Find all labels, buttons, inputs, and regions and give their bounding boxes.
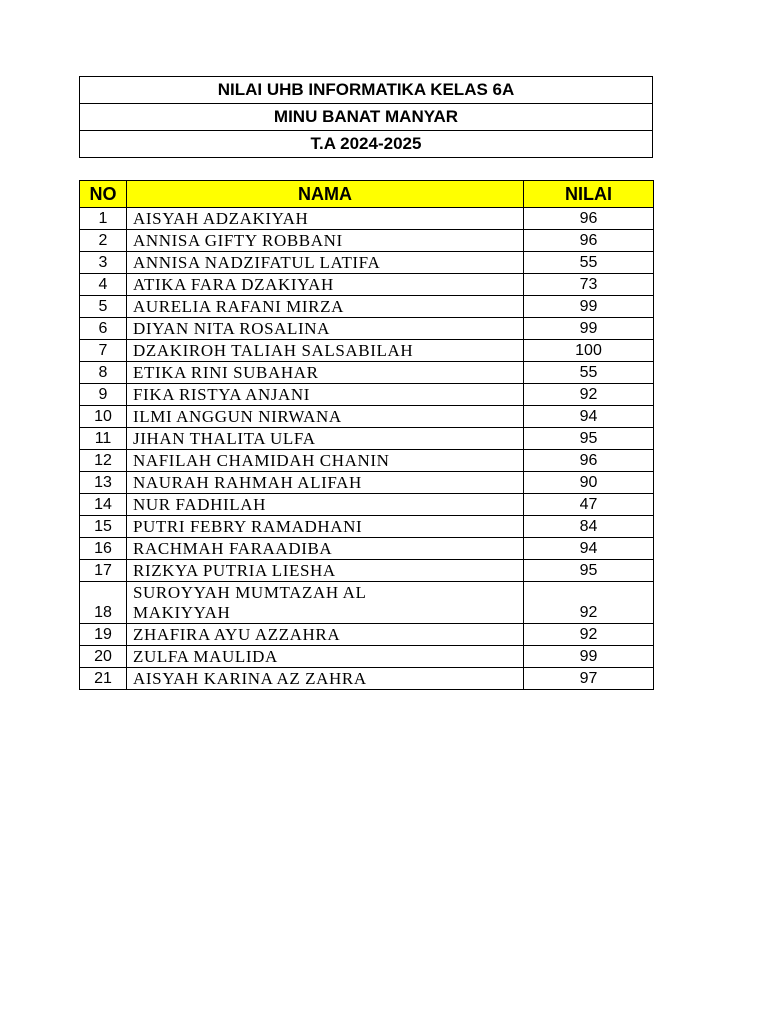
cell-no: 6: [80, 318, 127, 340]
table-row: [80, 252, 654, 274]
cell-nama: AISYAH KARINA AZ ZAHRA: [127, 668, 524, 690]
title-line-1: NILAI UHB INFORMATIKA KELAS 6A: [80, 77, 653, 104]
cell-nama: ILMI ANGGUN NIRWANA: [127, 406, 524, 428]
table-row: [80, 362, 654, 384]
cell-nama: JIHAN THALITA ULFA: [127, 428, 524, 450]
column-header-nilai: NILAI: [524, 181, 654, 208]
table-header-row: [80, 181, 654, 208]
cell-nilai: 84: [524, 516, 654, 538]
table-row: [80, 646, 654, 668]
cell-nama: DIYAN NITA ROSALINA: [127, 318, 524, 340]
cell-no: 13: [80, 472, 127, 494]
table-row: [80, 208, 654, 230]
cell-nama: ZHAFIRA AYU AZZAHRA: [127, 624, 524, 646]
table-row: [80, 582, 654, 624]
table-row: [80, 384, 654, 406]
cell-nilai: 55: [524, 252, 654, 274]
cell-nama: ATIKA FARA DZAKIYAH: [127, 274, 524, 296]
cell-nilai: 55: [524, 362, 654, 384]
cell-no: 2: [80, 230, 127, 252]
cell-nilai: 90: [524, 472, 654, 494]
column-header-no: NO: [80, 181, 127, 208]
grades-table: [79, 180, 654, 690]
cell-nama: NAFILAH CHAMIDAH CHANIN: [127, 450, 524, 472]
cell-nama: AURELIA RAFANI MIRZA: [127, 296, 524, 318]
table-row: [80, 538, 654, 560]
table-row: [80, 624, 654, 646]
cell-no: 1: [80, 208, 127, 230]
cell-nilai: 94: [524, 538, 654, 560]
cell-nilai: 99: [524, 646, 654, 668]
cell-nilai: 92: [524, 582, 654, 624]
cell-no: 9: [80, 384, 127, 406]
cell-no: 3: [80, 252, 127, 274]
cell-no: 5: [80, 296, 127, 318]
cell-no: 4: [80, 274, 127, 296]
cell-nilai: 92: [524, 624, 654, 646]
table-row: [80, 296, 654, 318]
cell-nama: RIZKYA PUTRIA LIESHA: [127, 560, 524, 582]
cell-nilai: 94: [524, 406, 654, 428]
cell-nilai: 99: [524, 296, 654, 318]
table-row: [80, 274, 654, 296]
cell-no: 19: [80, 624, 127, 646]
table-row: [80, 472, 654, 494]
cell-nama: AISYAH ADZAKIYAH: [127, 208, 524, 230]
table-row: [80, 494, 654, 516]
cell-nama: PUTRI FEBRY RAMADHANI: [127, 516, 524, 538]
cell-no: 11: [80, 428, 127, 450]
cell-nilai: 96: [524, 450, 654, 472]
column-header-nama: NAMA: [127, 181, 524, 208]
table-row: [80, 318, 654, 340]
cell-no: 7: [80, 340, 127, 362]
cell-nilai: 73: [524, 274, 654, 296]
cell-no: 20: [80, 646, 127, 668]
cell-nilai: 96: [524, 208, 654, 230]
cell-nilai: 95: [524, 560, 654, 582]
cell-nilai: 100: [524, 340, 654, 362]
cell-no: 14: [80, 494, 127, 516]
cell-no: 17: [80, 560, 127, 582]
cell-nama: ZULFA MAULIDA: [127, 646, 524, 668]
cell-nama: ETIKA RINI SUBAHAR: [127, 362, 524, 384]
cell-nama: ANNISA GIFTY ROBBANI: [127, 230, 524, 252]
cell-nilai: 92: [524, 384, 654, 406]
cell-nama: RACHMAH FARAADIBA: [127, 538, 524, 560]
cell-no: 15: [80, 516, 127, 538]
cell-no: 16: [80, 538, 127, 560]
table-row: [80, 450, 654, 472]
cell-nilai: 96: [524, 230, 654, 252]
cell-nama: NAURAH RAHMAH ALIFAH: [127, 472, 524, 494]
table-row: [80, 428, 654, 450]
cell-no: 8: [80, 362, 127, 384]
table-row: [80, 560, 654, 582]
cell-no: 18: [80, 582, 127, 624]
cell-nilai: 95: [524, 428, 654, 450]
cell-no: 12: [80, 450, 127, 472]
cell-no: 21: [80, 668, 127, 690]
table-row: [80, 516, 654, 538]
cell-nama: FIKA RISTYA ANJANI: [127, 384, 524, 406]
table-row: [80, 406, 654, 428]
cell-nama: NUR FADHILAH: [127, 494, 524, 516]
cell-nilai: 97: [524, 668, 654, 690]
title-line-2: MINU BANAT MANYAR: [80, 104, 653, 131]
table-row: [80, 230, 654, 252]
cell-no: 10: [80, 406, 127, 428]
cell-nilai: 99: [524, 318, 654, 340]
title-block: [79, 76, 653, 158]
cell-nama: ANNISA NADZIFATUL LATIFA: [127, 252, 524, 274]
cell-nilai: 47: [524, 494, 654, 516]
table-row: [80, 668, 654, 690]
cell-nama: DZAKIROH TALIAH SALSABILAH: [127, 340, 524, 362]
cell-nama: SUROYYAH MUMTAZAH AL MAKIYYAH: [127, 582, 524, 624]
table-row: [80, 340, 654, 362]
title-line-3: T.A 2024-2025: [80, 131, 653, 158]
